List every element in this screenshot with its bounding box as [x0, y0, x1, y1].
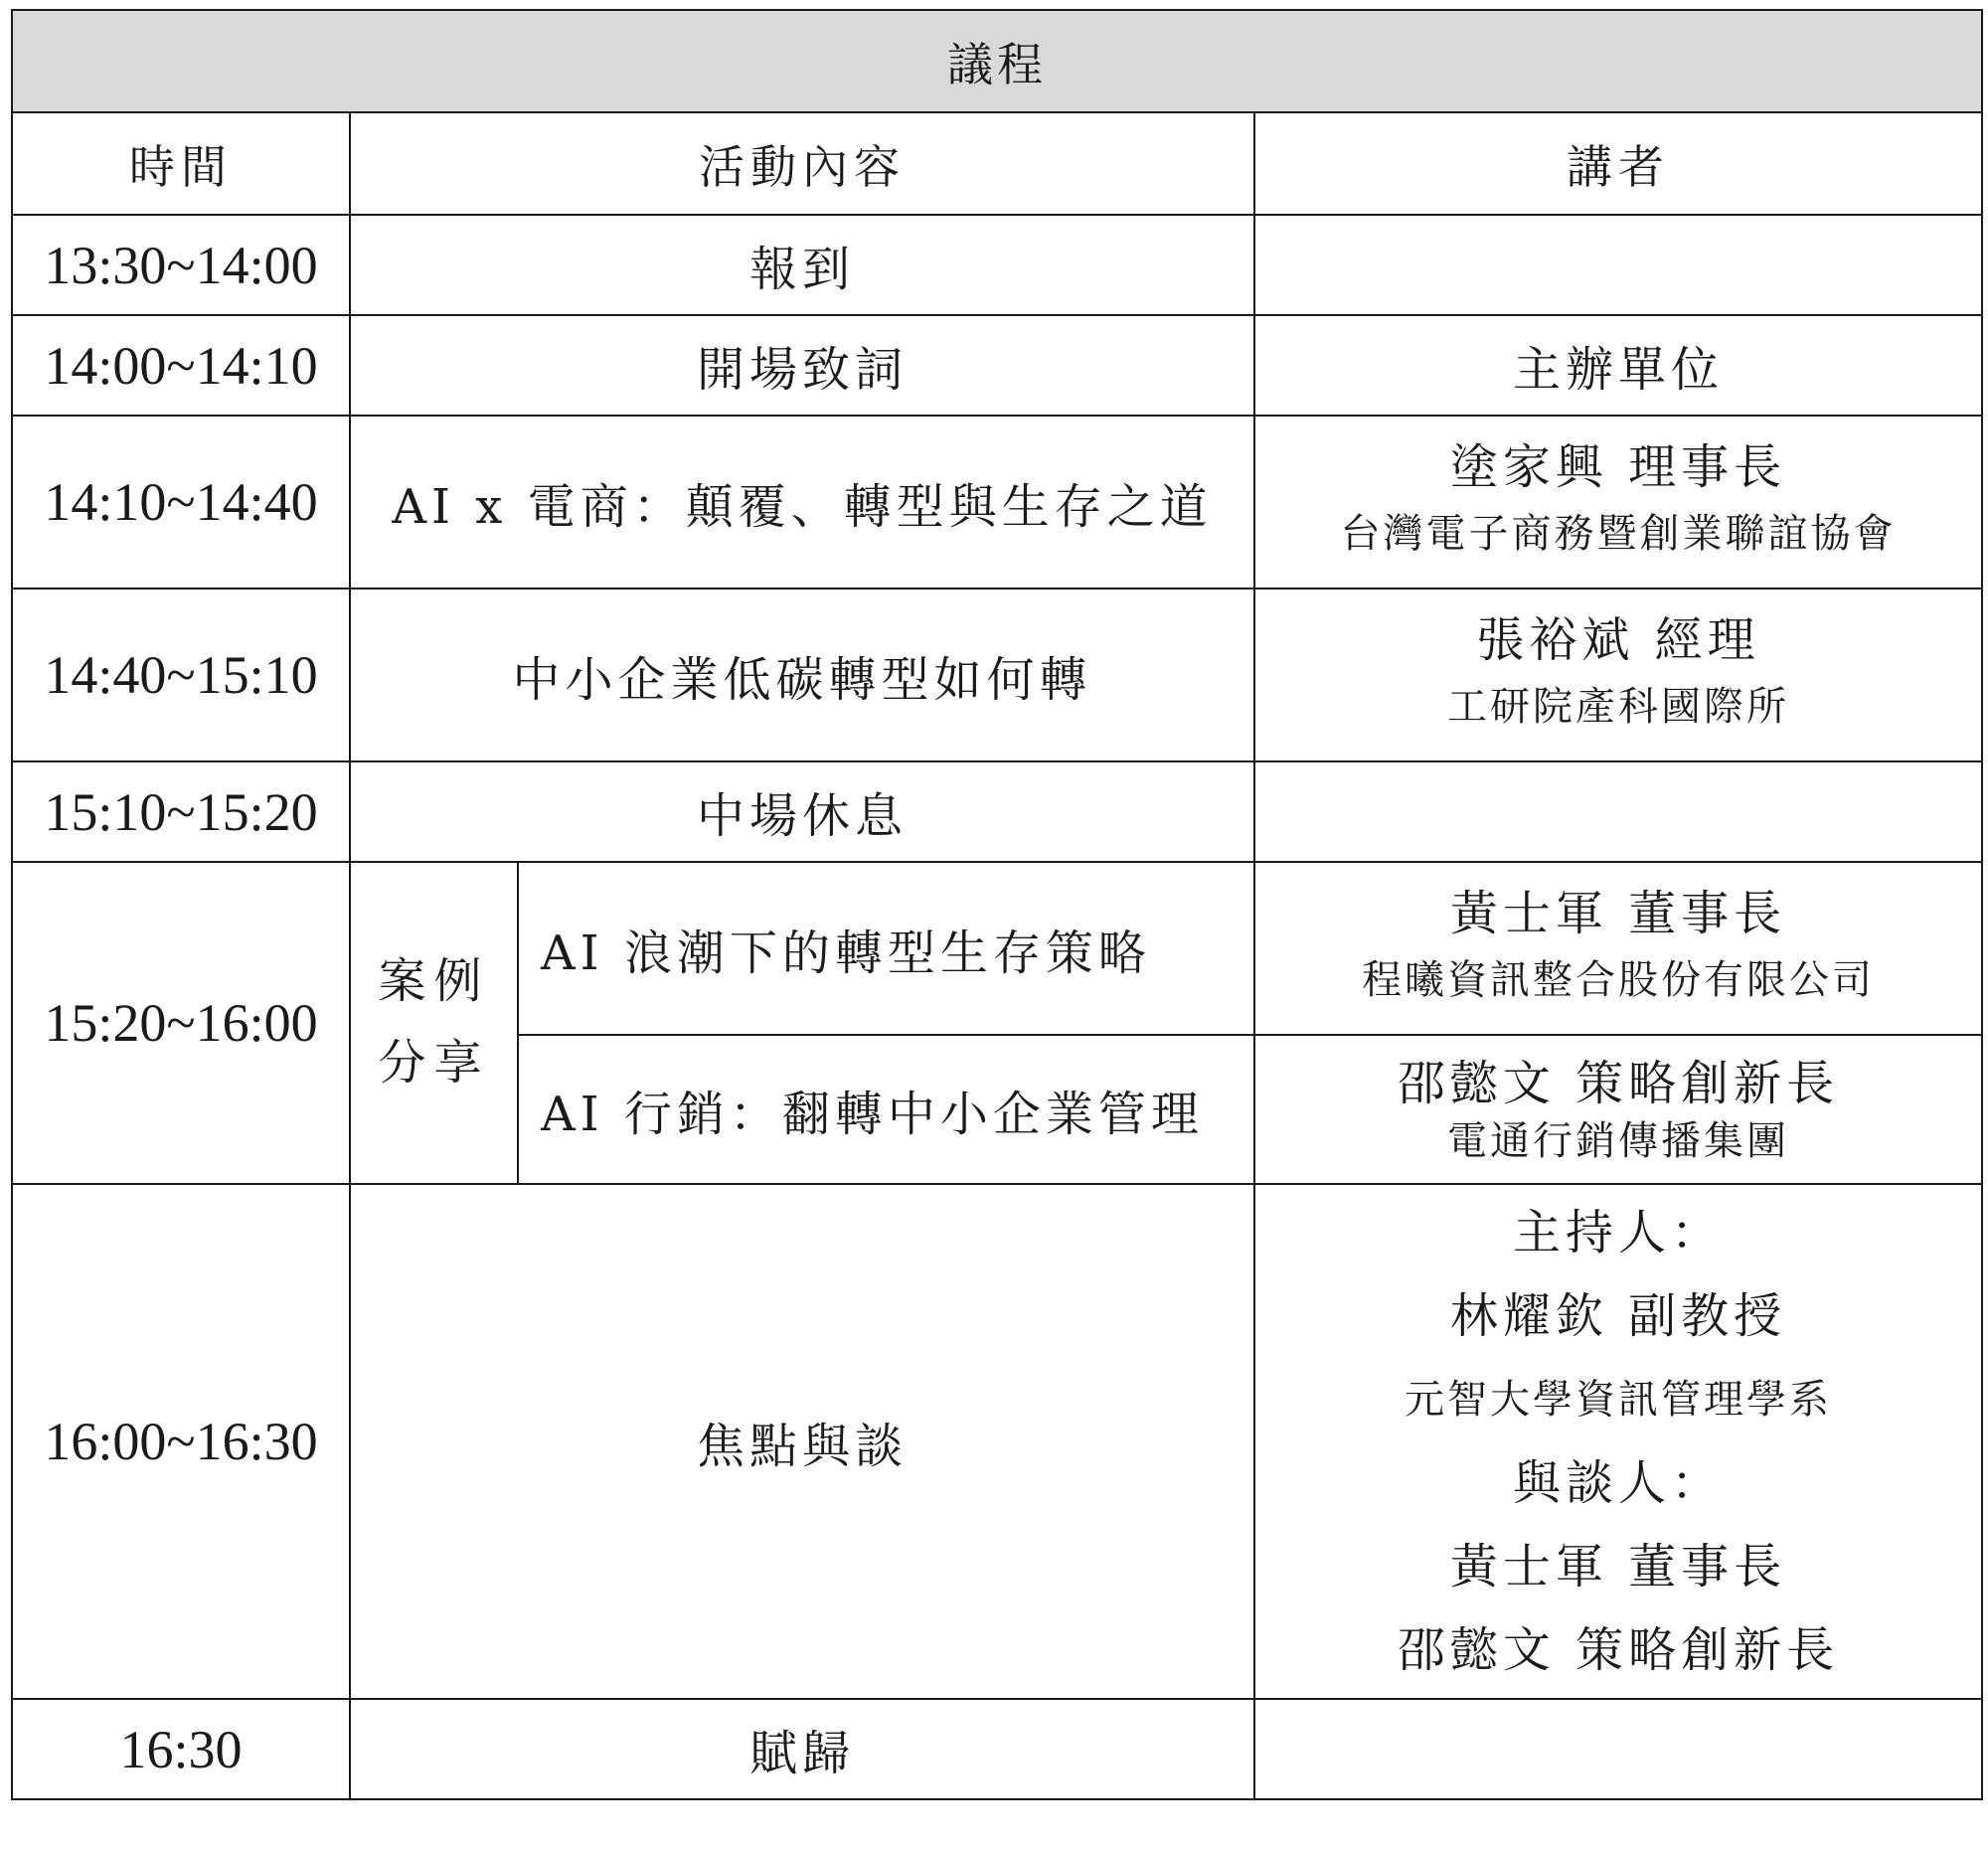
- agenda-row: [12, 862, 1982, 1035]
- speaker-name: 張裕斌 經理: [1476, 611, 1760, 668]
- header-speaker: 講者: [1254, 112, 1982, 215]
- activity-cell: 中小企業低碳轉型如何轉: [350, 589, 1254, 761]
- agenda-title: 議程: [12, 10, 1982, 112]
- agenda-row: [12, 215, 1982, 315]
- speaker-cell-empty: [1254, 1699, 1982, 1799]
- speaker-name: 塗家興 理事長: [1449, 438, 1787, 495]
- case-label-line-2: 分享: [378, 1035, 490, 1091]
- time-cell: 15:10~15:20: [12, 761, 350, 862]
- activity-cell: AI 浪潮下的轉型生存策略: [518, 862, 1254, 1035]
- time-cell: 14:40~15:10: [12, 589, 350, 761]
- speaker-organization: 台灣電子商務暨創業聯誼協會: [1340, 511, 1897, 558]
- activity-cell: 報到: [350, 215, 1254, 315]
- speaker-cell: [1254, 589, 1982, 761]
- agenda-row: [12, 589, 1982, 761]
- host-organization: 元智大學資訊管理學系: [1405, 1377, 1832, 1423]
- speaker-cell: [1254, 416, 1982, 589]
- header-time: 時間: [12, 112, 350, 215]
- agenda-row: [12, 761, 1982, 862]
- time-cell: 13:30~14:00: [12, 215, 350, 315]
- activity-cell: 焦點與談: [350, 1184, 1254, 1699]
- activity-cell: 賦歸: [350, 1699, 1254, 1799]
- panelist-name: 黃士軍 董事長: [1449, 1539, 1787, 1595]
- speaker-organization: 電通行銷傳播集團: [1447, 1118, 1789, 1165]
- speaker-name: 黃士軍 董事長: [1449, 885, 1787, 941]
- speaker-cell-empty: [1254, 761, 1982, 862]
- agenda-row: [12, 1699, 1982, 1799]
- case-share-label: [350, 862, 518, 1184]
- time-cell: 16:30: [12, 1699, 350, 1799]
- panelist-name: 邵懿文 策略創新長: [1397, 1622, 1840, 1678]
- time-cell: 14:10~14:40: [12, 416, 350, 589]
- host-name: 林耀欽 副教授: [1449, 1288, 1787, 1344]
- activity-cell: 中場休息: [350, 761, 1254, 862]
- speaker-name: 邵懿文 策略創新長: [1397, 1055, 1840, 1111]
- time-cell: 14:00~14:10: [12, 315, 350, 416]
- speaker-cell: 主辦單位: [1254, 315, 1982, 416]
- agenda-row: [12, 416, 1982, 589]
- activity-cell: AI 行銷：翻轉中小企業管理: [518, 1035, 1254, 1184]
- agenda-table: [11, 9, 1983, 1800]
- agenda-row: [12, 1184, 1982, 1699]
- agenda-row: [12, 315, 1982, 416]
- host-label: 主持人：: [1512, 1205, 1724, 1261]
- panelist-label: 與談人：: [1512, 1455, 1724, 1511]
- speaker-cell: [1254, 1035, 1982, 1184]
- header-activity: 活動內容: [350, 112, 1254, 215]
- activity-cell: 開場致詞: [350, 315, 1254, 416]
- speaker-organization: 工研院產科國際所: [1447, 684, 1789, 731]
- time-cell: 16:00~16:30: [12, 1184, 350, 1699]
- speaker-cell: [1254, 862, 1982, 1035]
- activity-cell: AI x 電商：顛覆、轉型與生存之道: [350, 416, 1254, 589]
- speaker-cell-empty: [1254, 215, 1982, 315]
- speaker-organization: 程曦資訊整合股份有限公司: [1362, 957, 1875, 1004]
- time-cell: 15:20~16:00: [12, 862, 350, 1184]
- case-label-line-1: 案例: [378, 953, 490, 1010]
- speaker-cell: [1254, 1184, 1982, 1699]
